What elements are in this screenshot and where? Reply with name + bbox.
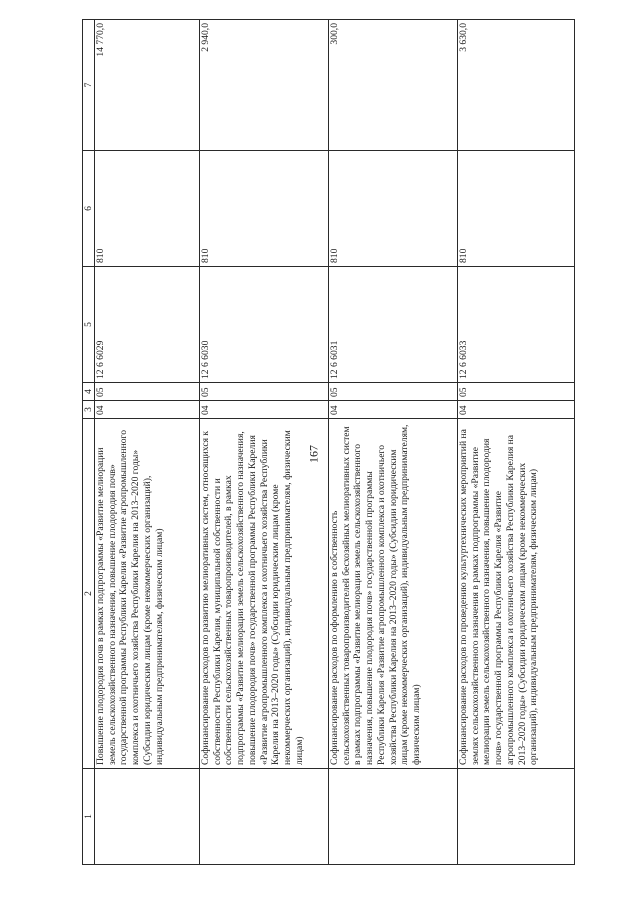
column-header-7: 7 (83, 20, 95, 151)
cell-column-1 (329, 769, 458, 865)
table-header-row (83, 20, 95, 865)
cell-description: Повышение плодородия почв в рамках подпрограммы «Развитие мелиорации земель сельскохозяйственного назначения, повышение плодородия почв» государственной программы Республики Карелия «Развитие агропромышленного комплекса и охотничьего хозяйства Республики Карелия на 2013–2020 годы» (Субсидии юридическим лицам (кроме некоммерческих организаций), индивидуальным предпринимателям, физическим лицам) (95, 419, 200, 769)
cell-subsection: 05 (329, 383, 458, 401)
cell-target-code: 12 6 6031 (329, 267, 458, 383)
cell-expense-type: 810 (458, 151, 575, 267)
cell-subsection: 05 (95, 383, 200, 401)
budget-table (82, 19, 575, 865)
cell-section: 04 (329, 401, 458, 419)
column-header-1: 1 (83, 769, 95, 865)
table-row (458, 20, 575, 865)
table-row (329, 20, 458, 865)
cell-column-1 (95, 769, 200, 865)
column-header-2: 2 (83, 419, 95, 769)
cell-amount: 2 940,0 (200, 20, 329, 151)
table-row (95, 20, 200, 865)
cell-expense-type: 810 (200, 151, 329, 267)
cell-target-code: 12 6 6029 (95, 267, 200, 383)
cell-expense-type: 810 (95, 151, 200, 267)
table-row (200, 20, 329, 865)
cell-amount: 14 770,0 (95, 20, 200, 151)
column-header-5: 5 (83, 267, 95, 383)
cell-amount: 300,0 (329, 20, 458, 151)
cell-target-code: 12 6 6033 (458, 267, 575, 383)
cell-amount: 3 630,0 (458, 20, 575, 151)
column-header-3: 3 (83, 401, 95, 419)
rotated-table-container (82, 20, 608, 865)
cell-column-1 (200, 769, 329, 865)
cell-subsection: 05 (200, 383, 329, 401)
cell-expense-type: 810 (329, 151, 458, 267)
page-number: 167 (306, 445, 321, 463)
column-header-6: 6 (83, 151, 95, 267)
cell-section: 04 (458, 401, 575, 419)
cell-subsection: 05 (458, 383, 575, 401)
cell-description: Софинансирование расходов по проведению культуртехнических мероприятий на землях сельскохозяйственного назначения в рамках подпрограммы «Развитие мелиорации земель сельскохозяйственного назначения, повышение плодородия почв» государственной программы Республики Карелия «Развитие агропромышленного комплекса и охотничьего хозяйства Республики Карелия на 2013–2020 годы» (Субсидии юридическим лицам (кроме некоммерческих организаций), индивидуальным предпринимателям, физическим лицам) (458, 419, 575, 769)
cell-description: Софинансирование расходов по оформлению в собственность сельскохозяйственных товаропроизводителей бесхозяйных мелиоративных систем в рамках подпрограммы «Развитие мелиорации земель сельскохозяйственного назначения, повышение плодородия почв» государственной программы Республики Карелия «Развитие агропромышленного комплекса и охотничьего хозяйства Республики Карелия на 2013–2020 годы» (Субсидии юридическим лицам (кроме некоммерческих организаций), индивидуальным предпринимателям, физическим лицам) (329, 419, 458, 769)
cell-section: 04 (95, 401, 200, 419)
cell-target-code: 12 6 6030 (200, 267, 329, 383)
cell-column-1 (458, 769, 575, 865)
cell-section: 04 (200, 401, 329, 419)
column-header-4: 4 (83, 383, 95, 401)
cell-description: Софинансирование расходов по развитию мелиоративных систем, относящихся к собственности Республики Карелия, муниципальной собственности и собственности сельскохозяйственных товаропроизводителей, в рамках подпрограммы «Развитие мелиорации земель сельскохозяйственного назначения, повышение плодородия почв» государственной программы Республики Карелия «Развитие агропромышленного комплекса и охотничьего хозяйства Республики Карелия на 2013–2020 годы» (Субсидии юридическим лицам (кроме некоммерческих организаций), индивидуальным предпринимателям, физическим лицам) (200, 419, 329, 769)
